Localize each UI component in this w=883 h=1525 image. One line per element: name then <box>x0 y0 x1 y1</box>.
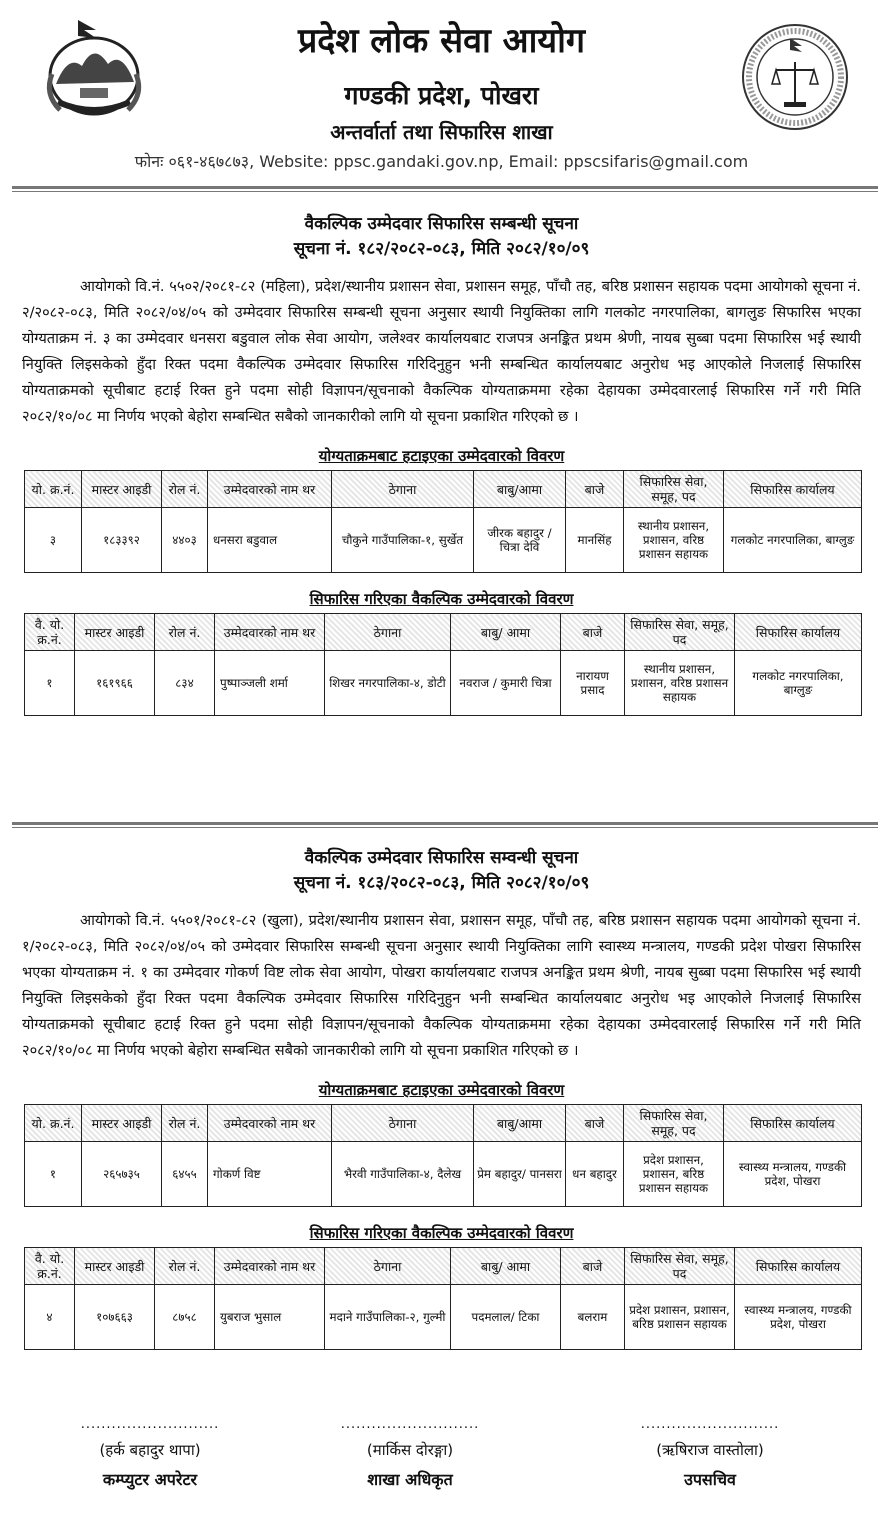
column-header: उम्मेदवारको नाम थर <box>215 614 325 651</box>
cell-name: धनसरा बडुवाल <box>208 508 332 573</box>
branch-name: अन्तर्वार्ता तथा सिफारिस शाखा <box>330 120 553 144</box>
notice-2-recommended-table <box>24 1247 862 1350</box>
column-header: सिफारिस कार्यालय <box>735 1248 862 1285</box>
column-header: सिफारिस सेवा, समूह, पद <box>625 1248 735 1285</box>
notice-2-title: वैकल्पिक उम्मेदवार सिफारिस सम्वन्धी सूचना <box>304 848 579 868</box>
cell-roll: ६४५५ <box>162 1142 208 1207</box>
cell-address: मदाने गाउँपालिका-२, गुल्मी <box>325 1285 451 1350</box>
column-header: बाजे <box>566 1105 624 1142</box>
cell-office: स्वास्थ्य मन्त्रालय, गण्डकी प्रदेश, पोखरा <box>735 1285 862 1350</box>
table-row <box>25 508 862 573</box>
signatory-designation: कम्प्युटर अपरेटर <box>102 1470 198 1489</box>
cell-grandfather: बलराम <box>561 1285 625 1350</box>
column-header: ठेगाना <box>332 471 474 508</box>
notice-1-number: सूचना नं. १८२/२०८२-०८३, मिति २०८२/१०/०९ <box>293 239 590 259</box>
column-header: ठेगाना <box>325 1248 451 1285</box>
notice-1-removed-table <box>24 470 862 573</box>
cell-service: स्थानीय प्रशासन, प्रशासन, वरिष्ठ प्रशासन सहायक <box>625 651 735 716</box>
notice-2 <box>0 846 883 1350</box>
table-row <box>25 651 862 716</box>
column-header: बाजे <box>561 614 625 651</box>
cell-master-id: १८३३९२ <box>82 508 162 573</box>
column-header: सिफारिस कार्यालय <box>735 614 862 651</box>
cell-parents: प्रेम बहादुर/ पानसरा <box>474 1142 566 1207</box>
table-row <box>25 1285 862 1350</box>
letterhead <box>0 0 883 185</box>
cell-master-id: २६५७३५ <box>82 1142 162 1207</box>
column-header: बाजे <box>566 471 624 508</box>
signature-block-computer-operator <box>40 1418 260 1490</box>
notice-divider <box>12 822 878 828</box>
notice-2-removed-title: योग्यताक्रमबाट हटाइएका उम्मेदवारको विवरण <box>318 1081 565 1099</box>
column-header: सिफारिस सेवा, समूह, पद <box>625 614 735 651</box>
column-header: रोल नं. <box>162 1105 208 1142</box>
column-header: सिफारिस सेवा, समूह, पद <box>624 1105 724 1142</box>
column-header: सिफारिस सेवा, समूह, पद <box>624 471 724 508</box>
column-header: वै. यो. क्र.नं. <box>25 614 75 651</box>
cell-office: स्वास्थ्य मन्त्रालय, गण्डकी प्रदेश, पोखरा <box>724 1142 862 1207</box>
cell-sn: १ <box>25 651 75 716</box>
column-header: बाबु/ आमा <box>451 614 561 651</box>
signatory-designation: शाखा अधिकृत <box>367 1470 453 1489</box>
notice-1-paragraph: आयोगको वि.नं. ५५०२/२०८१-८२ (महिला), प्रदेश/स्थानीय प्रशासन सेवा, प्रशासन समूह, पाँचौ तह, बरिष्ठ प्रशासन सहायक पदमा आयोगको सूचना नं. २/२०८२-०८३, मिति २०८२/०४/०५ को उम्मेदवार सिफारिस सम्बन्धी सूचना अनुसार स्थायी नियुक्तिका लागि गलकोट नगरपालिका, बागलुङ सिफारिस भएका योग्यताक्रम नं. ३ का उम्मेदवार धनसरा बडुवाल लोक सेवा आयोग, जलेश्वर कार्यालयबाट राजपत्र अनङ्कित प्रथम श्रेणी, नायब सुब्बा पदमा सिफारिस भई स्थायी नियुक्ति लिइसकेको हुँदा रिक्त पदमा वैकल्पिक उम्मेदवार सिफारिस गरिदिनुहुन भनी सम्बन्धित कार्यालयबाट अनुरोध भइ आएकोले निजलाई सिफारिस योग्यताक्रमको सूचीबाट हटाई रिक्त हुने पदमा सोही विज्ञापन/सूचनाको वैकल्पिक योग्यताक्रममा रहेका देहायका उम्मेदवारलाई सिफारिस गर्ने गरी मिति २०८२/१०/०८ मा निर्णय भएको बेहोरा सम्बन्धित सबैको जानकारीको लागि यो सूचना प्रकाशित गरिएको छ । <box>22 278 861 425</box>
notice-2-paragraph: आयोगको वि.नं. ५५०१/२०८१-८२ (खुला), प्रदेश/स्थानीय प्रशासन सेवा, प्रशासन समूह, पाँचौ तह, बरिष्ठ प्रशासन सहायक पदमा आयोगको सूचना नं. १/२०८२-०८३, मिति २०८२/०४/०५ को उम्मेदवार सिफारिस सम्बन्धी सूचना अनुसार स्थायी नियुक्तिका लागि स्वास्थ्य मन्त्रालय, गण्डकी प्रदेश पोखरा सिफारिस भएका योग्यताक्रम नं. १ का उम्मेदवार गोकर्ण विष्ट लोक सेवा आयोग, पोखरा कार्यालयबाट राजपत्र अनङ्कित प्रथम श्रेणी, नायब सुब्बा पदमा सिफारिस भई स्थायी नियुक्ति लिइसकेको हुँदा रिक्त पदमा वैकल्पिक उम्मेदवार सिफारिस गरिदिनुहुन भनी सम्बन्धित कार्यालयबाट अनुरोध भइ आएकोले निजलाई सिफारिस योग्यताक्रमको सूचीबाट हटाई रिक्त हुने पदमा सोही विज्ञापन/सूचनाको वैकल्पिक योग्यताक्रममा रहेका देहायका उम्मेदवारलाई सिफारिस गर्ने गरी मिति २०८२/१०/०८ मा निर्णय भएको बेहोरा सम्बन्धित सबैको जानकारीको लागि यो सूचना प्रकाशित गरिएको छ । <box>22 912 861 1059</box>
column-header: बाबु/ आमा <box>451 1248 561 1285</box>
cell-roll: ८७५८ <box>155 1285 215 1350</box>
cell-sn: ३ <box>25 508 82 573</box>
notice-2-number: सूचना नं. १८३/२०८२-०८३, मिति २०८२/१०/०९ <box>293 873 590 893</box>
column-header: यो. क्र.नं. <box>25 471 82 508</box>
signatory-name: (हर्क बहादुर थापा) <box>99 1441 201 1459</box>
cell-parents: जीरक बहादुर / चित्रा देवि <box>474 508 566 573</box>
cell-roll: ४४०३ <box>162 508 208 573</box>
column-header: रोल नं. <box>155 1248 215 1285</box>
column-header: मास्टर आइडी <box>82 1105 162 1142</box>
contact-line: फोनः ०६१-४६७८७३, Website: ppsc.gandaki.gov.np, Email: ppscsifaris@gmail.com <box>134 152 749 171</box>
cell-address: चौकुने गाउँपालिका-१, सुर्खेत <box>332 508 474 573</box>
cell-name: पुष्पाञ्जली शर्मा <box>215 651 325 716</box>
cell-master-id: १६१९६६ <box>75 651 155 716</box>
signature-line: ........................... <box>340 1417 480 1432</box>
column-header: सिफारिस कार्यालय <box>724 471 862 508</box>
notice-1-removed-title: योग्यताक्रमबाट हटाइएका उम्मेदवारको विवरण <box>318 447 565 465</box>
notice-1-recommended-title: सिफारिस गरिएका वैकल्पिक उम्मेदवारको विवरण <box>309 590 574 608</box>
column-header: मास्टर आइडी <box>75 614 155 651</box>
column-header: ठेगाना <box>332 1105 474 1142</box>
notice-1-title: वैकल्पिक उम्मेदवार सिफारिस सम्बन्धी सूचना <box>304 214 579 234</box>
table-header-row <box>25 471 862 508</box>
signature-block-under-secretary <box>600 1418 820 1490</box>
column-header: बाबु/आमा <box>474 1105 566 1142</box>
table-header-row <box>25 1248 862 1285</box>
column-header: मास्टर आइडी <box>75 1248 155 1285</box>
column-header: रोल नं. <box>155 614 215 651</box>
column-header: सिफारिस कार्यालय <box>724 1105 862 1142</box>
column-header: वै. यो. क्र.नं. <box>25 1248 75 1285</box>
org-location: गण्डकी प्रदेश, पोखरा <box>344 81 539 110</box>
cell-office: गलकोट नगरपालिका, बाग्लुङ <box>724 508 862 573</box>
cell-grandfather: मानसिंह <box>566 508 624 573</box>
cell-address: शिखर नगरपालिका-४, डोटी <box>325 651 451 716</box>
column-header: उम्मेदवारको नाम थर <box>208 1105 332 1142</box>
header-divider <box>12 186 878 192</box>
column-header: उम्मेदवारको नाम थर <box>215 1248 325 1285</box>
column-header: बाजे <box>561 1248 625 1285</box>
column-header: उम्मेदवारको नाम थर <box>208 471 332 508</box>
cell-name: गोकर्ण विष्ट <box>208 1142 332 1207</box>
cell-service: प्रदेश प्रशासन, प्रशासन, बरिष्ठ प्रशासन सहायक <box>625 1285 735 1350</box>
cell-roll: ८३४ <box>155 651 215 716</box>
cell-address: भैरवी गाउँपालिका-४, दैलेख <box>332 1142 474 1207</box>
cell-sn: १ <box>25 1142 82 1207</box>
signatory-designation: उपसचिव <box>684 1470 736 1489</box>
column-header: यो. क्र.नं. <box>25 1105 82 1142</box>
signature-line: ........................... <box>640 1417 780 1432</box>
signatory-name: (मार्किस दोरङ्गा) <box>366 1441 454 1459</box>
cell-name: युबराज भुसाल <box>215 1285 325 1350</box>
signature-block-section-officer <box>300 1418 520 1490</box>
cell-grandfather: धन बहादुर <box>566 1142 624 1207</box>
notice-2-recommended-title: सिफारिस गरिएका वैकल्पिक उम्मेदवारको विवरण <box>309 1224 574 1242</box>
cell-office: गलकोट नगरपालिका, बाग्लुङ <box>735 651 862 716</box>
signature-line: ........................... <box>80 1417 220 1432</box>
table-row <box>25 1142 862 1207</box>
cell-service: प्रदेश प्रशासन, प्रशासन, बरिष्ठ प्रशासन सहायक <box>624 1142 724 1207</box>
cell-master-id: १०७६६३ <box>75 1285 155 1350</box>
commission-seal-icon <box>740 22 850 132</box>
column-header: ठेगाना <box>325 614 451 651</box>
cell-parents: पदमलाल/ टिका <box>451 1285 561 1350</box>
table-header-row <box>25 614 862 651</box>
notice-2-removed-table <box>24 1104 862 1207</box>
signatory-name: (ऋषिराज वास्तोला) <box>656 1441 764 1459</box>
cell-service: स्थानीय प्रशासन, प्रशासन, वरिष्ठ प्रशासन सहायक <box>624 508 724 573</box>
column-header: मास्टर आइडी <box>82 471 162 508</box>
notice-1-recommended-table <box>24 613 862 716</box>
cell-grandfather: नारायण प्रसाद <box>561 651 625 716</box>
cell-sn: ४ <box>25 1285 75 1350</box>
column-header: रोल नं. <box>162 471 208 508</box>
column-header: बाबु/आमा <box>474 471 566 508</box>
table-header-row <box>25 1105 862 1142</box>
org-title: प्रदेश लोक सेवा आयोग <box>297 21 586 61</box>
notice-1 <box>0 212 883 716</box>
cell-parents: नवराज / कुमारी चित्रा <box>451 651 561 716</box>
